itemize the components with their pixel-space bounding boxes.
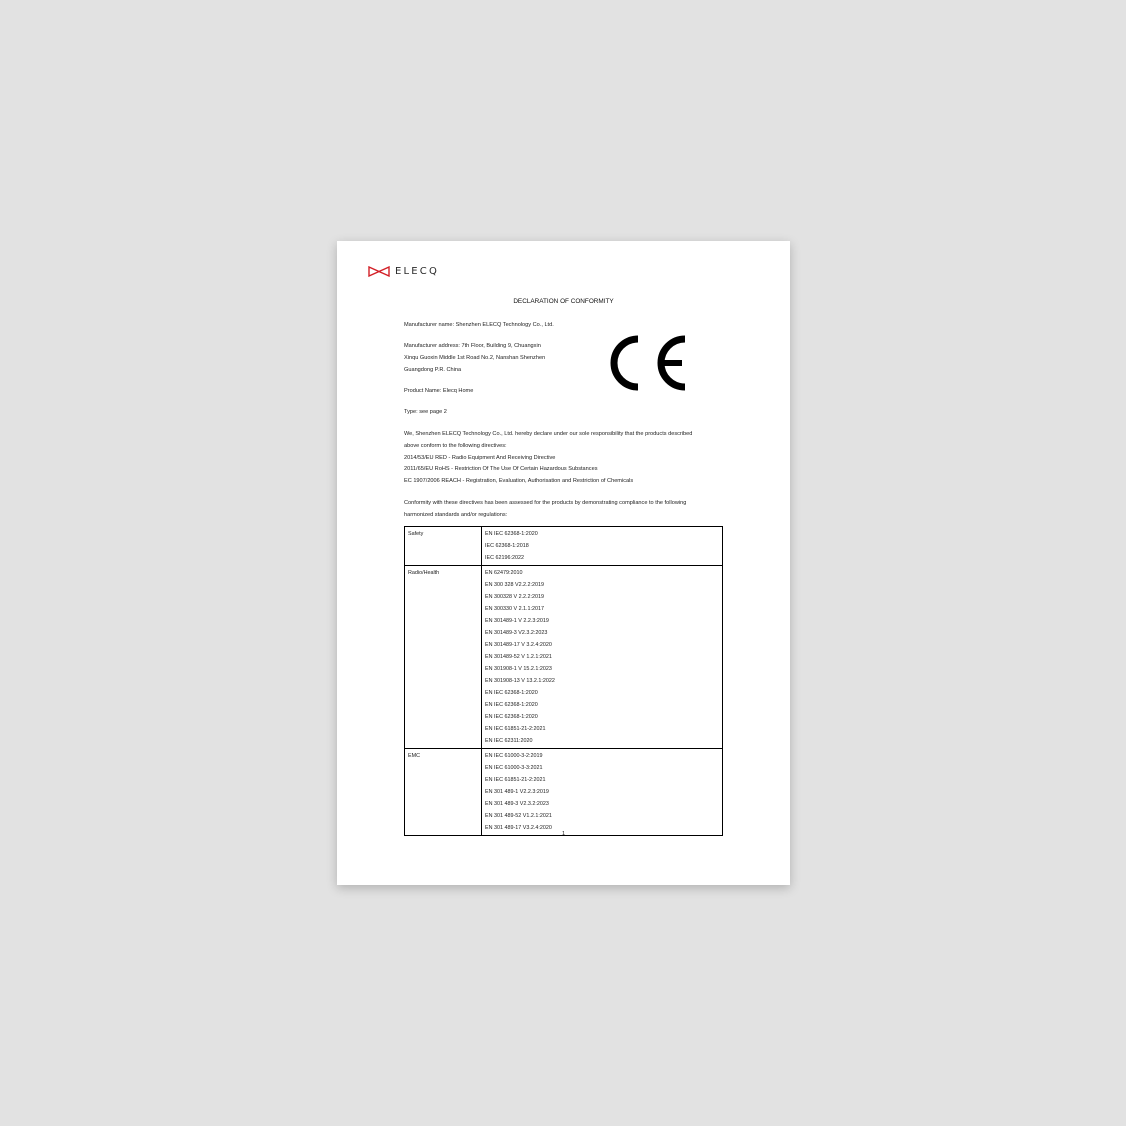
- logo-text: ELECQ: [395, 265, 440, 277]
- directive-reach: EC 1907/2006 REACH - Registration, Evaluation, Authorisation and Restriction of Chemicals: [404, 478, 634, 484]
- standard-item: EN IEC 61000-3-2:2019: [485, 753, 543, 759]
- table-row: [405, 749, 723, 836]
- manufacturer-name: Manufacturer name: Shenzhen ELECQ Technology Co., Ltd.: [404, 322, 554, 328]
- standard-item: EN IEC 62368-1:2020: [485, 714, 538, 720]
- standard-item: EN IEC 61851-21-2:2021: [485, 777, 546, 783]
- standard-item: EN 301489-52 V 1.2.1:2021: [485, 654, 552, 660]
- product-type: Type: see page 2: [404, 409, 447, 415]
- standard-item: EN 301908-1 V 15.2.1:2023: [485, 666, 552, 672]
- standard-category: EMC: [405, 749, 482, 836]
- standards-table: [404, 526, 723, 836]
- standard-item: EN 300 328 V2.2.2:2019: [485, 582, 545, 588]
- standard-item: EN IEC 62368-1:2020: [485, 531, 538, 537]
- standard-item: EN IEC 62368-1:2020: [485, 690, 538, 696]
- standard-item: IEC 62196:2022: [485, 555, 524, 561]
- standard-item: EN 301489-3 V2.3.2:2023: [485, 630, 548, 636]
- standard-item: EN 300328 V 2.2.2:2019: [485, 594, 545, 600]
- directive-red: 2014/53/EU RED - Radio Equipment And Receiving Directive: [404, 455, 556, 461]
- standard-item: EN 301489-1 V 2.2.3:2019: [485, 618, 549, 624]
- bowtie-logo-icon: [368, 266, 390, 277]
- directive-rohs: 2011/65/EU RoHS - Restriction Of The Use Of Certain Hazardous Substances: [404, 466, 598, 472]
- standard-item: EN 301489-17 V 3.2.4:2020: [485, 642, 552, 648]
- ce-mark-icon: [602, 332, 690, 394]
- address-line: Guangdong P.R. China: [404, 367, 462, 373]
- standard-item: EN 300330 V 2.1.1:2017: [485, 606, 545, 612]
- standards-cell: [482, 749, 723, 836]
- standard-item: EN IEC 62311:2020: [485, 738, 533, 744]
- standard-item: EN 301908-13 V 13.2.1:2022: [485, 678, 555, 684]
- address-line: Manufacturer address: 7th Floor, Building 9, Chuangxin: [404, 343, 541, 349]
- standards-cell: [482, 566, 723, 749]
- standard-item: EN 62479:2010: [485, 570, 523, 576]
- standard-item: EN 301 489-1 V2.2.3:2019: [485, 789, 549, 795]
- standard-item: EN IEC 62368-1:2020: [485, 702, 538, 708]
- company-logo: [368, 265, 439, 277]
- table-row: [405, 566, 723, 749]
- conformity-line: harmonized standards and/or regulations:: [404, 512, 508, 518]
- standard-item: EN 301 489-17 V3.2.4:2020: [485, 825, 552, 831]
- standard-item: EN 301 489-52 V1.2.1:2021: [485, 813, 552, 819]
- address-line: Xinqu Guoxin Middle 1st Road No.2, Nanshan Shenzhen: [404, 355, 546, 361]
- standard-item: EN 301 489-3 V2.3.2:2023: [485, 801, 549, 807]
- standard-category: Radio/Health: [405, 566, 482, 749]
- document-page: [337, 241, 790, 885]
- standards-cell: [482, 527, 723, 566]
- standard-item: IEC 62368-1:2018: [485, 543, 529, 549]
- declaration-line: We, Shenzhen ELECQ Technology Co., Ltd. hereby declare under our sole responsibility that the products described: [404, 431, 693, 437]
- standard-item: EN IEC 61851-21-2:2021: [485, 726, 546, 732]
- conformity-line: Conformity with these directives has been assessed for the products by demonstrating compliance to the following: [404, 500, 687, 506]
- product-name: Product Name: Elecq Home: [404, 388, 474, 394]
- declaration-line: above conform to the following directives:: [404, 443, 507, 449]
- standard-item: EN IEC 61000-3-3:2021: [485, 765, 543, 771]
- document-title: DECLARATION OF CONFORMITY: [513, 298, 614, 305]
- table-row: [405, 527, 723, 566]
- standard-category: Safety: [405, 527, 482, 566]
- page-number: 1: [561, 831, 566, 837]
